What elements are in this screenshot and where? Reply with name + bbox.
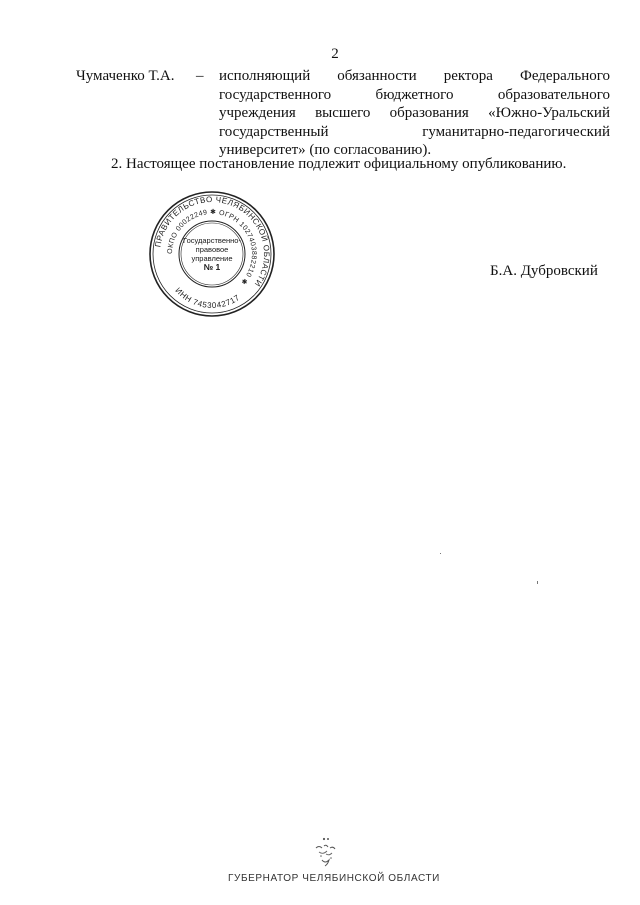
- member-role-line: исполняющий обязанности ректора Федерального: [219, 68, 610, 84]
- member-role-line: государственного бюджетного образовательного: [219, 86, 610, 103]
- member-dash: –: [196, 68, 204, 84]
- stamp-ring-top: ПРАВИТЕЛЬСТВО ЧЕЛЯБИНСКОЙ ОБЛАСТИ: [153, 194, 272, 289]
- official-stamp: [148, 190, 276, 318]
- stamp-center: [148, 190, 276, 318]
- member-name: Чумаченко Т.А.: [76, 68, 175, 84]
- stamp-ring-bottom: ИНН 7453042717: [173, 285, 242, 311]
- coat-of-arms-icon: [310, 836, 340, 868]
- stamp-center-number: № 1: [203, 262, 221, 272]
- member-role-line: государственный гуманитарно-педагогический: [219, 123, 610, 140]
- stamp-ring-inner: ОКПО 00022249 ✱ ОГРН 1027403882210 ✱: [166, 208, 258, 286]
- member-role: [219, 67, 610, 160]
- member-role-line: учреждения высшего образования «Южно-Уральский: [219, 105, 610, 121]
- stamp-center-line: управление: [191, 254, 233, 263]
- stamp-center-line: Государственно-: [183, 236, 241, 245]
- footer-title: ГУБЕРНАТОР ЧЕЛЯБИНСКОЙ ОБЛАСТИ: [228, 873, 440, 884]
- member-role-line: университет» (по согласованию).: [219, 142, 432, 158]
- scan-speck: [537, 581, 538, 584]
- paragraph-2: 2. Настоящее постановление подлежит официальному опубликованию.: [111, 156, 567, 172]
- page-number: 2: [331, 46, 339, 62]
- stamp-center-line: правовое: [195, 245, 229, 254]
- scan-speck: [440, 553, 441, 554]
- signature-name: Б.А. Дубровский: [490, 263, 598, 279]
